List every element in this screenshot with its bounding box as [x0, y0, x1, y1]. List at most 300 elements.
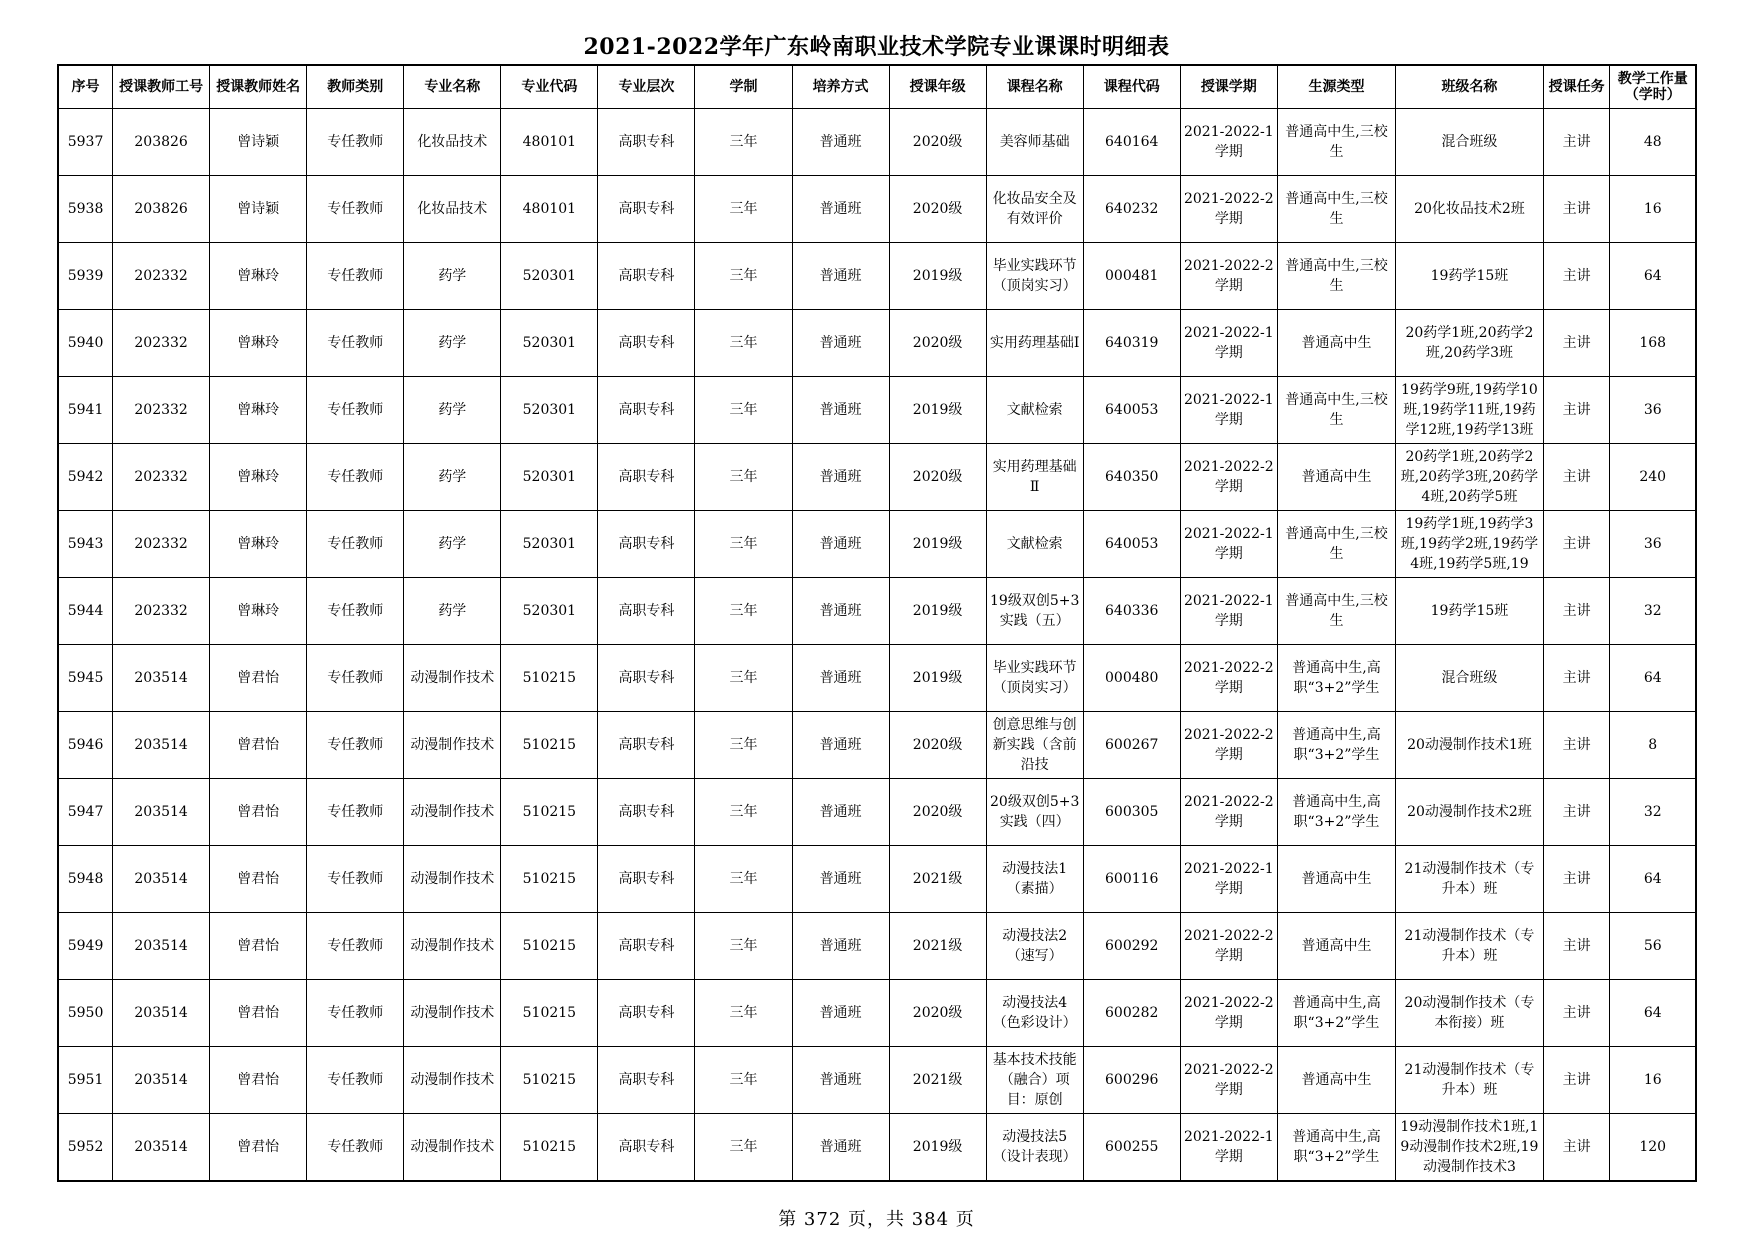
table-cell: [1180, 1047, 1277, 1114]
cell-text: 毕业实践环节（顶岗实习）: [992, 258, 1077, 294]
cell-text: 曾琳玲: [237, 335, 280, 351]
cell-text: 240: [1639, 469, 1667, 485]
cell-text: 高职专科: [618, 1072, 675, 1088]
table-cell: [598, 578, 695, 645]
table-cell: [307, 243, 404, 310]
table-cell: [695, 980, 792, 1047]
cell-text: 120: [1639, 1139, 1667, 1155]
cell-text: 专任教师: [327, 871, 384, 887]
table-cell: [986, 712, 1083, 779]
table-cell: [404, 578, 501, 645]
table-cell: [501, 1047, 598, 1114]
table-cell: [1180, 645, 1277, 712]
table-cell: [210, 310, 307, 377]
cell-text: 520301: [522, 603, 577, 619]
cell-text: 专任教师: [327, 536, 384, 552]
table-cell: [889, 578, 986, 645]
cell-text: 动漫制作技术: [410, 1005, 495, 1021]
table-cell: [889, 310, 986, 377]
table-cell: [113, 846, 210, 913]
table-cell: [986, 779, 1083, 846]
cell-text: 2021-2022-1学期: [1183, 526, 1274, 562]
cell-text: 曾诗颖: [237, 201, 280, 217]
table-cell: [598, 310, 695, 377]
table-cell: [58, 444, 113, 511]
cell-text: 56: [1643, 938, 1662, 954]
table-cell: [1083, 1047, 1180, 1114]
table-cell: [1180, 243, 1277, 310]
cell-text: 203514: [134, 804, 188, 820]
cell-text: 203514: [134, 1139, 188, 1155]
cell-text: 普通班: [819, 536, 862, 552]
table-cell: [1610, 980, 1696, 1047]
cell-text: 2021-2022-2学期: [1183, 794, 1274, 830]
cell-text: 20药学1班,20药学2班,20药学3班,20药学4班,20药学5班: [1400, 449, 1539, 505]
table-cell: [113, 444, 210, 511]
cell-text: 三年: [729, 134, 758, 150]
table-row: [58, 444, 1696, 511]
column-header: 课程名称: [986, 65, 1083, 109]
column-header: 班级名称: [1396, 65, 1544, 109]
cell-text: 曾君怡: [237, 1072, 280, 1088]
cell-text: 普通高中生: [1301, 1072, 1372, 1088]
table-cell: [1083, 779, 1180, 846]
table-cell: [58, 511, 113, 578]
table-cell: [1277, 846, 1395, 913]
cell-text: 5940: [67, 335, 104, 351]
table-cell: [1180, 377, 1277, 444]
table-cell: [1396, 913, 1544, 980]
table-cell: [1396, 243, 1544, 310]
cell-text: 主讲: [1562, 871, 1591, 887]
table-cell: [1396, 645, 1544, 712]
table-cell: [404, 846, 501, 913]
cell-text: 5938: [67, 201, 104, 217]
table-cell: [113, 109, 210, 176]
cell-text: 主讲: [1562, 603, 1591, 619]
cell-text: 主讲: [1562, 938, 1591, 954]
table-cell: [1543, 243, 1610, 310]
cell-text: 21动漫制作技术（专升本）班: [1404, 928, 1535, 964]
cell-text: 普通班: [819, 804, 862, 820]
table-cell: [113, 578, 210, 645]
table-cell: [598, 511, 695, 578]
table-cell: [404, 243, 501, 310]
cell-text: 普通班: [819, 201, 862, 217]
table-cell: [210, 444, 307, 511]
table-cell: [986, 645, 1083, 712]
column-header: 专业层次: [598, 65, 695, 109]
table-cell: [1543, 846, 1610, 913]
cell-text: 16: [1643, 201, 1662, 217]
table-cell: [792, 109, 889, 176]
document-title: 2021-2022学年广东岭南职业技术学院专业课课时明细表: [583, 34, 1170, 60]
cell-text: 化妆品技术: [417, 134, 488, 150]
table-cell: [1610, 913, 1696, 980]
table-cell: [1083, 1114, 1180, 1182]
table-cell: [58, 109, 113, 176]
cell-text: 普通班: [819, 1072, 862, 1088]
table-cell: [501, 310, 598, 377]
table-cell: [1083, 377, 1180, 444]
cell-text: 普通高中生,高职“3+2”学生: [1292, 1129, 1381, 1165]
cell-text: 专任教师: [327, 134, 384, 150]
table-cell: [1083, 645, 1180, 712]
table-cell: [1396, 1047, 1544, 1114]
cell-text: 600292: [1105, 938, 1159, 954]
cell-text: 高职专科: [618, 268, 675, 284]
table-cell: [58, 377, 113, 444]
cell-text: 64: [1643, 871, 1662, 887]
table-cell: [501, 444, 598, 511]
table-cell: [404, 511, 501, 578]
table-cell: [598, 1047, 695, 1114]
cell-text: 2019级: [912, 603, 963, 619]
cell-text: 曾琳玲: [237, 402, 280, 418]
table-cell: [210, 980, 307, 1047]
cell-text: 高职专科: [618, 603, 675, 619]
cell-text: 高职专科: [618, 1139, 675, 1155]
cell-text: 640053: [1105, 536, 1159, 552]
cell-text: 2021级: [912, 1072, 963, 1088]
table-cell: [1610, 109, 1696, 176]
cell-text: 203826: [134, 201, 188, 217]
table-cell: [1543, 712, 1610, 779]
cell-text: 32: [1643, 804, 1662, 820]
table-cell: [501, 712, 598, 779]
table-cell: [501, 377, 598, 444]
table-cell: [1083, 176, 1180, 243]
table-cell: [889, 712, 986, 779]
table-cell: [501, 176, 598, 243]
cell-text: 主讲: [1562, 1005, 1591, 1021]
table-cell: [695, 377, 792, 444]
table-cell: [210, 109, 307, 176]
cell-text: 曾诗颖: [237, 134, 280, 150]
table-cell: [1396, 980, 1544, 1047]
cell-text: 曾琳玲: [237, 536, 280, 552]
cell-text: 专任教师: [327, 737, 384, 753]
table-cell: [792, 846, 889, 913]
table-cell: [695, 1047, 792, 1114]
table-cell: [889, 913, 986, 980]
cell-text: 36: [1643, 402, 1662, 418]
cell-text: 2021-2022-2学期: [1183, 660, 1274, 696]
cell-text: 20动漫制作技术（专本衔接）班: [1404, 995, 1535, 1031]
cell-text: 普通高中生,三校生: [1285, 258, 1388, 294]
cell-text: 主讲: [1562, 134, 1591, 150]
cell-text: 主讲: [1562, 1072, 1591, 1088]
cell-text: 专任教师: [327, 804, 384, 820]
table-cell: [792, 712, 889, 779]
cell-text: 普通高中生,三校生: [1285, 191, 1388, 227]
cell-text: 520301: [522, 469, 577, 485]
cell-text: 三年: [729, 737, 758, 753]
table-cell: [598, 1114, 695, 1182]
cell-text: 20动漫制作技术1班: [1407, 737, 1532, 753]
table-cell: [113, 712, 210, 779]
column-header: 培养方式: [792, 65, 889, 109]
table-cell: [210, 645, 307, 712]
cell-text: 高职专科: [618, 871, 675, 887]
cell-text: 普通高中生: [1301, 871, 1372, 887]
cell-text: 动漫制作技术: [410, 938, 495, 954]
cell-text: 普通班: [819, 670, 862, 686]
table-cell: [404, 310, 501, 377]
table-cell: [695, 846, 792, 913]
cell-text: 动漫技法5（设计表现）: [992, 1129, 1077, 1165]
table-cell: [695, 243, 792, 310]
cell-text: 64: [1643, 670, 1662, 686]
cell-text: 高职专科: [618, 1005, 675, 1021]
table-cell: [58, 176, 113, 243]
table-cell: [113, 243, 210, 310]
cell-text: 2021-2022-2学期: [1183, 258, 1274, 294]
cell-text: 普通班: [819, 871, 862, 887]
table-cell: [598, 980, 695, 1047]
cell-text: 药学: [438, 402, 467, 418]
table-cell: [307, 913, 404, 980]
table-cell: [1083, 511, 1180, 578]
cell-text: 510215: [522, 804, 577, 820]
table-cell: [58, 578, 113, 645]
cell-text: 高职专科: [618, 804, 675, 820]
cell-text: 主讲: [1562, 201, 1591, 217]
column-header: 教师类别: [307, 65, 404, 109]
table-cell: [986, 511, 1083, 578]
table-cell: [1543, 980, 1610, 1047]
table-cell: [1180, 109, 1277, 176]
cell-text: 2021-2022-2学期: [1183, 191, 1274, 227]
cell-text: 16: [1643, 1072, 1662, 1088]
table-cell: [113, 1047, 210, 1114]
cell-text: 动漫技法1（素描）: [1002, 861, 1068, 897]
cell-text: 202332: [134, 469, 188, 485]
cell-text: 文献检索: [1006, 402, 1063, 418]
cell-text: 主讲: [1562, 804, 1591, 820]
table-row: [58, 913, 1696, 980]
table-cell: [1180, 980, 1277, 1047]
table-cell: [1396, 377, 1544, 444]
cell-text: 三年: [729, 201, 758, 217]
table-cell: [792, 1114, 889, 1182]
cell-text: 510215: [522, 871, 577, 887]
table-row: [58, 1114, 1696, 1182]
table-cell: [58, 310, 113, 377]
cell-text: 三年: [729, 536, 758, 552]
cell-text: 普通班: [819, 1005, 862, 1021]
cell-text: 曾琳玲: [237, 268, 280, 284]
table-cell: [501, 109, 598, 176]
cell-text: 5949: [67, 938, 104, 954]
table-cell: [695, 444, 792, 511]
cell-text: 2020级: [912, 469, 963, 485]
table-cell: [1277, 511, 1395, 578]
table-cell: [1610, 846, 1696, 913]
table-cell: [1180, 846, 1277, 913]
column-header: 授课任务: [1543, 65, 1610, 109]
table-cell: [1277, 377, 1395, 444]
cell-text: 510215: [522, 1139, 577, 1155]
table-cell: [986, 310, 1083, 377]
cell-text: 主讲: [1562, 402, 1591, 418]
cell-text: 专任教师: [327, 603, 384, 619]
table-cell: [404, 779, 501, 846]
table-cell: [210, 511, 307, 578]
table-cell: [1083, 913, 1180, 980]
cell-text: 5939: [67, 268, 104, 284]
cell-text: 5941: [67, 402, 104, 418]
table-cell: [1610, 1047, 1696, 1114]
cell-text: 三年: [729, 469, 758, 485]
column-header: 教学工作量（学时）: [1610, 65, 1696, 109]
table-cell: [1277, 980, 1395, 1047]
table-cell: [58, 980, 113, 1047]
cell-text: 普通高中生,三校生: [1285, 392, 1388, 428]
table-cell: [598, 377, 695, 444]
cell-text: 药学: [438, 335, 467, 351]
table-cell: [598, 846, 695, 913]
column-header: 授课学期: [1180, 65, 1277, 109]
table-cell: [1396, 1114, 1544, 1182]
table-cell: [598, 645, 695, 712]
table-cell: [1543, 578, 1610, 645]
table-cell: [1083, 980, 1180, 1047]
cell-text: 三年: [729, 938, 758, 954]
cell-text: 2021-2022-2学期: [1183, 995, 1274, 1031]
cell-text: 化妆品技术: [417, 201, 488, 217]
table-cell: [210, 779, 307, 846]
cell-text: 普通高中生,高职“3+2”学生: [1292, 794, 1381, 830]
cell-text: 专任教师: [327, 469, 384, 485]
cell-text: 510215: [522, 938, 577, 954]
cell-text: 动漫技法2（速写）: [1002, 928, 1068, 964]
cell-text: 8: [1648, 737, 1658, 753]
cell-text: 5947: [67, 804, 104, 820]
cell-text: 600282: [1105, 1005, 1159, 1021]
table-cell: [889, 846, 986, 913]
cell-text: 普通班: [819, 335, 862, 351]
table-cell: [1277, 1114, 1395, 1182]
table-cell: [792, 645, 889, 712]
table-cell: [1396, 846, 1544, 913]
cell-text: 曾君怡: [237, 871, 280, 887]
cell-text: 640164: [1105, 134, 1159, 150]
table-cell: [1083, 846, 1180, 913]
cell-text: 毕业实践环节（顶岗实习）: [992, 660, 1077, 696]
cell-text: 000480: [1105, 670, 1159, 686]
table-cell: [1180, 779, 1277, 846]
cell-text: 32: [1643, 603, 1662, 619]
table-cell: [695, 712, 792, 779]
table-cell: [986, 176, 1083, 243]
cell-text: 高职专科: [618, 469, 675, 485]
cell-text: 曾君怡: [237, 737, 280, 753]
cell-text: 203514: [134, 871, 188, 887]
cell-text: 曾君怡: [237, 1005, 280, 1021]
table-cell: [58, 913, 113, 980]
cell-text: 药学: [438, 536, 467, 552]
cell-text: 三年: [729, 402, 758, 418]
table-cell: [210, 578, 307, 645]
cell-text: 高职专科: [618, 938, 675, 954]
table-cell: [1396, 578, 1544, 645]
cell-text: 三年: [729, 1072, 758, 1088]
table-cell: [501, 980, 598, 1047]
table-cell: [113, 511, 210, 578]
cell-text: 药学: [438, 603, 467, 619]
table-cell: [598, 176, 695, 243]
cell-text: 510215: [522, 670, 577, 686]
column-header: 授课教师姓名: [210, 65, 307, 109]
table-cell: [792, 1047, 889, 1114]
cell-text: 动漫制作技术: [410, 1072, 495, 1088]
cell-text: 2020级: [912, 1005, 963, 1021]
cell-text: 专任教师: [327, 201, 384, 217]
cell-text: 主讲: [1562, 1139, 1591, 1155]
cell-text: 48: [1643, 134, 1662, 150]
cell-text: 动漫技法4（色彩设计）: [992, 995, 1077, 1031]
table-cell: [501, 913, 598, 980]
table-row: [58, 1047, 1696, 1114]
cell-text: 三年: [729, 1139, 758, 1155]
table-cell: [307, 645, 404, 712]
table-header-row: [58, 65, 1696, 109]
cell-text: 2020级: [912, 134, 963, 150]
table-cell: [695, 176, 792, 243]
table-cell: [1543, 176, 1610, 243]
table-cell: [1543, 779, 1610, 846]
cell-text: 2019级: [912, 1139, 963, 1155]
cell-text: 640319: [1105, 335, 1159, 351]
table-cell: [1277, 1047, 1395, 1114]
course-hours-table: [57, 64, 1697, 1182]
table-row: [58, 578, 1696, 645]
cell-text: 5950: [67, 1005, 104, 1021]
cell-text: 19级双创5+3实践（五）: [990, 593, 1080, 629]
table-cell: [1610, 310, 1696, 377]
table-cell: [210, 1047, 307, 1114]
table-cell: [1083, 310, 1180, 377]
table-cell: [889, 779, 986, 846]
table-cell: [1180, 444, 1277, 511]
table-cell: [1610, 645, 1696, 712]
cell-text: 64: [1643, 268, 1662, 284]
cell-text: 普通高中生: [1301, 335, 1372, 351]
table-cell: [1277, 913, 1395, 980]
cell-text: 20化妆品技术2班: [1414, 201, 1525, 217]
table-cell: [792, 779, 889, 846]
table-cell: [1543, 377, 1610, 444]
table-cell: [792, 980, 889, 1047]
table-cell: [889, 980, 986, 1047]
table-cell: [307, 511, 404, 578]
cell-text: 普通班: [819, 469, 862, 485]
cell-text: 19药学15班: [1430, 268, 1509, 284]
cell-text: 2019级: [912, 670, 963, 686]
cell-text: 640053: [1105, 402, 1159, 418]
table-cell: [404, 645, 501, 712]
table-cell: [986, 243, 1083, 310]
cell-text: 普通高中生,三校生: [1285, 593, 1388, 629]
table-cell: [58, 712, 113, 779]
table-row: [58, 779, 1696, 846]
cell-text: 600116: [1105, 871, 1159, 887]
cell-text: 专任教师: [327, 1005, 384, 1021]
table-cell: [113, 913, 210, 980]
table-cell: [1180, 511, 1277, 578]
cell-text: 202332: [134, 268, 188, 284]
